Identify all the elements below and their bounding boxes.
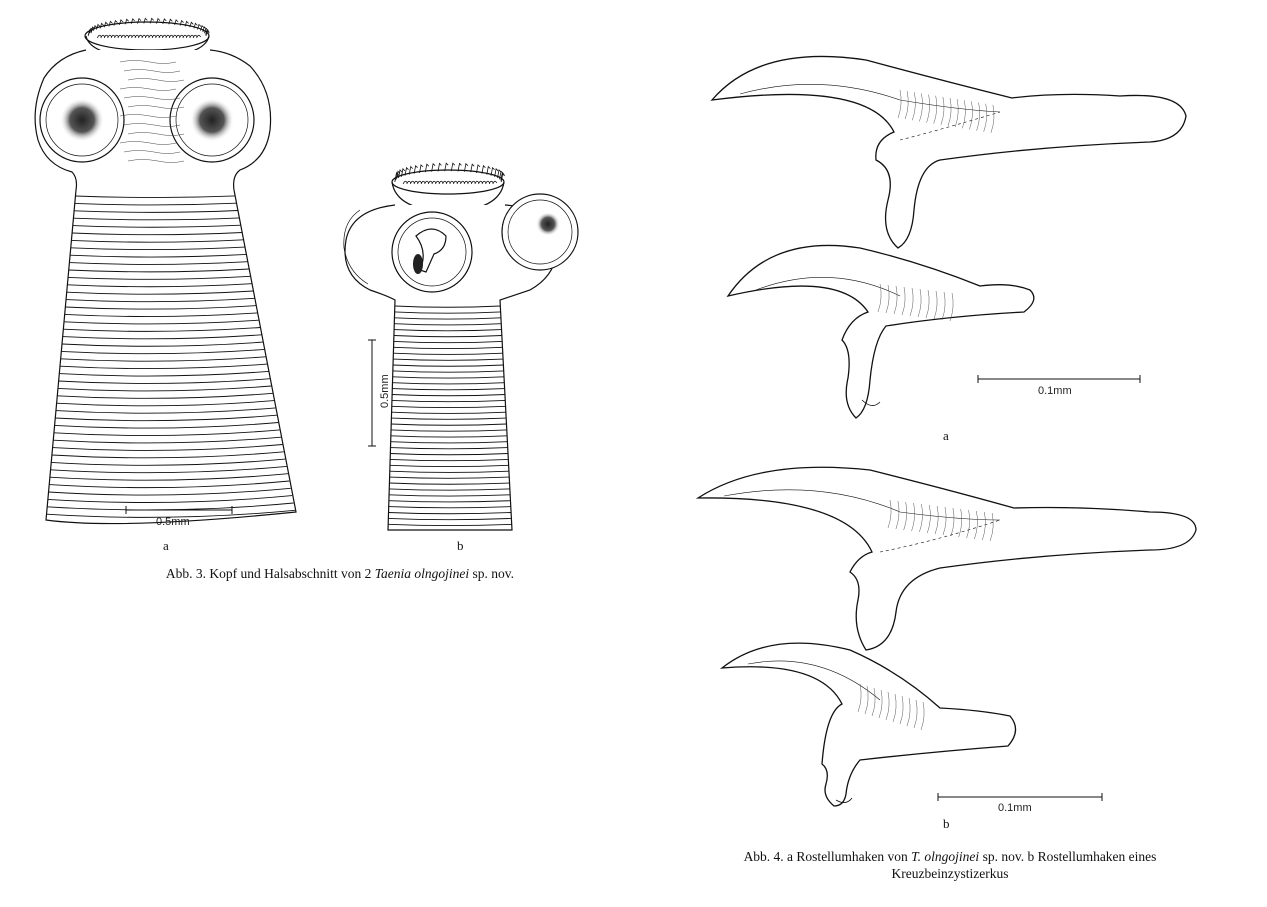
label-4a: a — [943, 428, 949, 443]
caption-3-suffix: sp. nov. — [469, 566, 515, 581]
sucker-b-left — [392, 212, 472, 292]
sucker-a-right — [170, 78, 254, 162]
label-3a: a — [163, 538, 169, 553]
sucker-b-right — [502, 194, 578, 270]
scale-label-4a: 0.1mm — [1038, 385, 1072, 397]
caption-4-line2: Kreuzbeinzystizerkus — [891, 866, 1009, 881]
sucker-a-left — [40, 78, 124, 162]
caption-figure-4 — [640, 848, 1260, 882]
hook-4a-1 — [712, 56, 1186, 248]
caption-figure-3 — [60, 566, 620, 582]
scolex-b — [344, 163, 578, 530]
scolex-a — [35, 18, 296, 523]
scale-bar-3b — [368, 340, 391, 446]
hook-4b-1 — [698, 467, 1196, 650]
hook-4a-2 — [728, 245, 1034, 418]
scale-bar-4a — [978, 375, 1140, 397]
caption-4-suffix: sp. nov. b Rostellumhaken eines — [979, 849, 1157, 864]
scale-label-4b: 0.1mm — [998, 802, 1032, 814]
caption-3-species: Taenia olngojinei — [374, 566, 470, 581]
rostellum-b — [392, 163, 505, 212]
hook-4b-2 — [722, 643, 1016, 806]
caption-4-species: T. olngojinei — [911, 849, 980, 864]
label-3b: b — [457, 538, 464, 553]
caption-3-prefix: Abb. 3. Kopf und Halsabschnitt von 2 — [165, 566, 375, 581]
caption-4-prefix: Abb. 4. a Rostellumhaken von — [743, 849, 912, 864]
caption-4-line1 — [640, 848, 1260, 865]
scale-label-3b: 0.5mm — [379, 374, 391, 408]
scale-label-3a: 0.5mm — [156, 516, 190, 528]
scale-bar-4b — [938, 793, 1102, 814]
label-4b: b — [943, 816, 950, 831]
